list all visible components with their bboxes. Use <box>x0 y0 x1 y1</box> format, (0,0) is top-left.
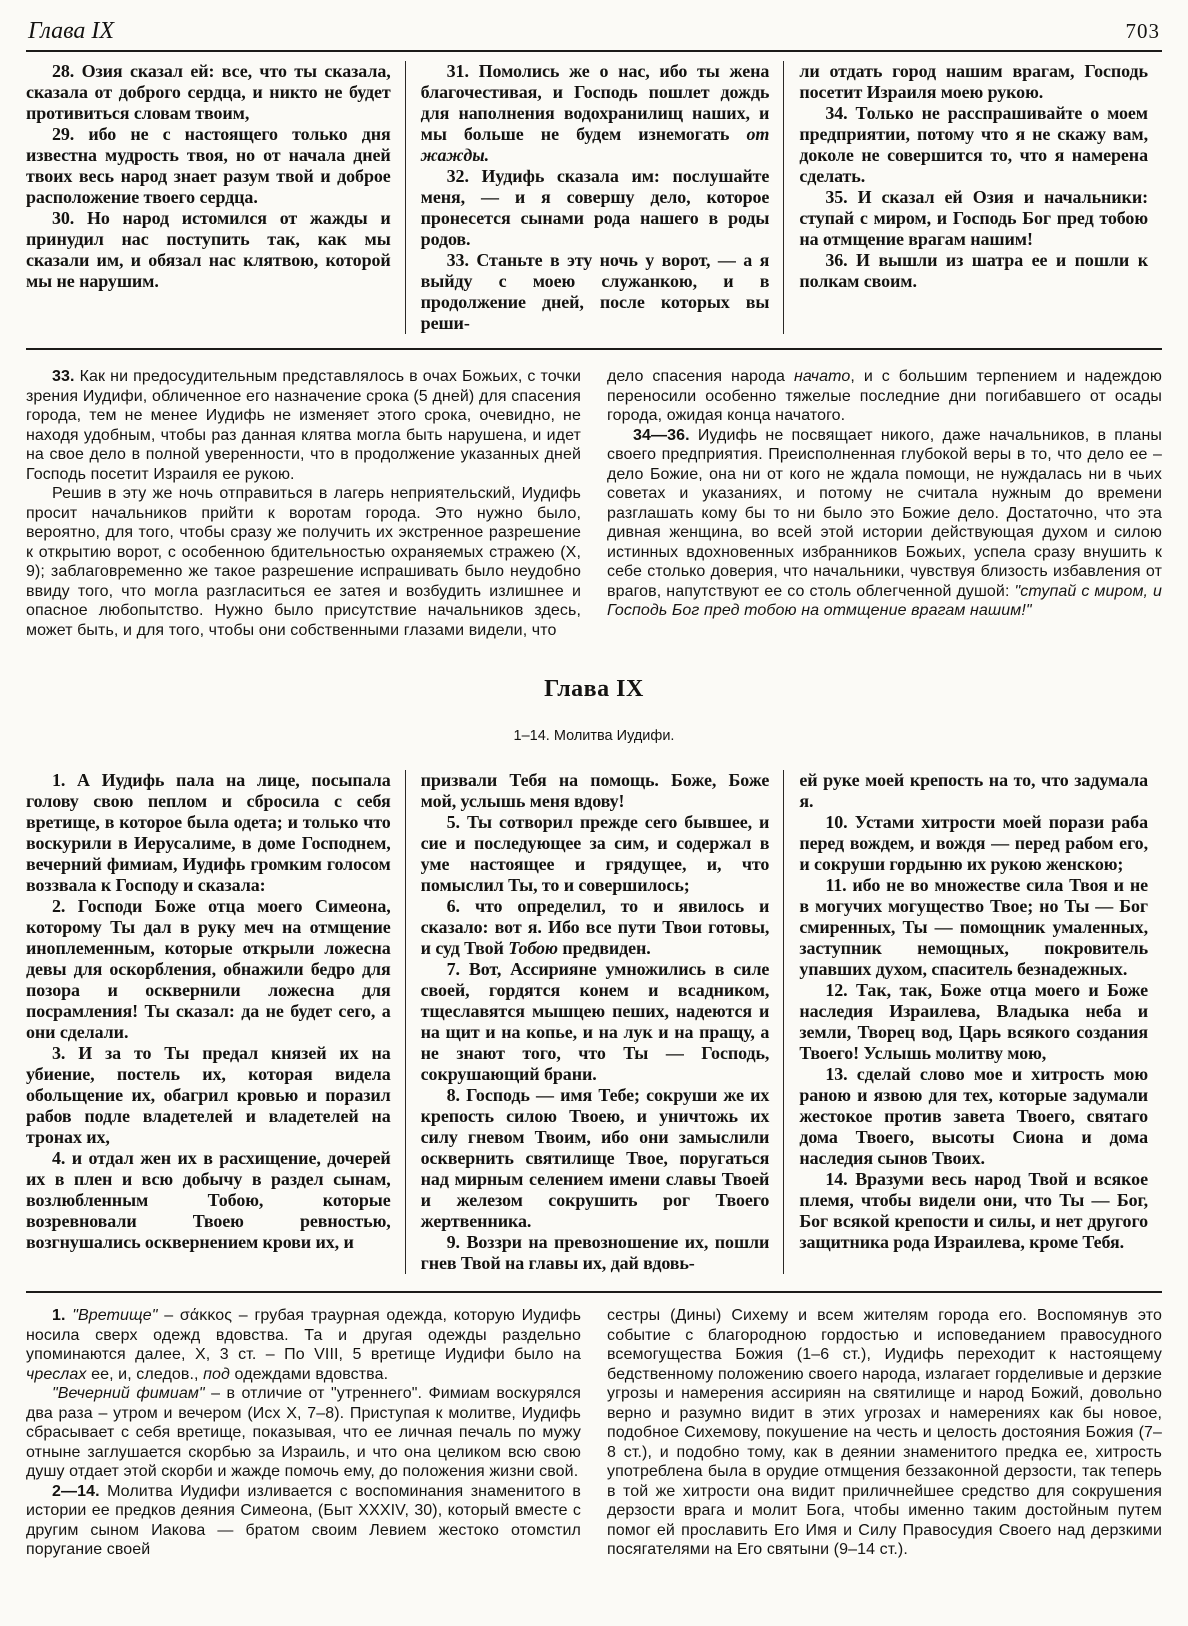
verse-paragraph: 9. Воззри на превозношение их, пошли гнев Твой на главы их, дай вдовь- <box>420 1232 770 1274</box>
running-header <box>26 16 1162 50</box>
header-rule <box>26 50 1162 52</box>
verse-paragraph: 34. Только не расспрашивайте о моем предприятии, потому что я не скажу вам, доколе не совершится то, что я намерена сделать. <box>799 103 1148 187</box>
verse-paragraph-continuation: ли отдать город нашим врагам, Господь посетит Израиля моею рукою. <box>799 61 1148 103</box>
bible-text-top-section <box>26 61 1162 334</box>
commentary-section <box>26 367 1162 640</box>
bible-top-column-1 <box>26 61 405 334</box>
verse-paragraph-continuation: ей руке моей крепость на то, что задумала я. <box>799 770 1148 812</box>
running-chapter-label: Глава IX <box>28 18 115 44</box>
verse-paragraph: 36. И вышли из шатра ее и пошли к полкам своим. <box>799 250 1148 292</box>
bible-main-column-1 <box>26 770 405 1274</box>
chapter-heading <box>26 676 1162 745</box>
bible-text-main-section <box>26 770 1162 1274</box>
section-rule <box>26 348 1162 350</box>
verse-paragraph-continuation: призвали Тебя на помощь. Боже, Боже мой, услышь меня вдову! <box>420 770 770 812</box>
verse-paragraph: 28. Озия сказал ей: все, что ты сказала, сказала от доброго сердца, и никто не будет противиться словам твоим, <box>26 61 391 124</box>
verse-paragraph: 6. что определил, то и явилось и сказало: вот я. Ибо все пути Твои готовы, и суд Твой Тобою предвиден. <box>420 896 770 959</box>
verse-paragraph: 13. сделай слово мое и хитрость мою раною и язвою для тех, которые задумали жестокое против завета Твоего, святаго дома Твоего, высоты Сиона и дома наследия сынов Твоих. <box>799 1064 1148 1169</box>
commentary-paragraph: 34—36. Иудифь не посвящает никого, даже начальников, в планы своего предприятия. Преисполненная глубокой веры в то, что дело ее – дело Божие, она ни от кого не ждала помощи, не нуждалась ни в чьих советах и указаниях, и потому не считала нужным до времени разглашать кому бы то ни было это Божие дело. Достаточно, что эта дивная женщина, во всей этой истории действующая духом и силою истинных вдохновенных избранников Божьих, успела сразу внушить к себе столько доверия, что начальники, чувствуя близость избавления от врагов, напутствуют ее со столь облегченной душой: "ступай с миром, и Господь Бог пред тобою на отмщение врагам нашим!" <box>607 426 1162 620</box>
footnote-paragraph: "Вечерний фимиам" – в отличие от "утреннего". Фимиам воскурялся два раза – утром и вечером (Исх X, 7–8). Приступая к молитве, Иудифь сбрасывает с себя вретище, показывая, что ее личная печаль по мужу отныне заглушается скорбью за Израиль, и что она целиком всю свою душу отдает этой скорби и жажде помочь ему, до положения жизни свой. <box>26 1385 581 1481</box>
footnote-paragraph: 2—14. Молитва Иудифи изливается с воспоминания знаменитого в истории ее предков деяния Симеона, (Быт XXXIV, 30), который вместе с другим сыном Иакова — братом своим Левием жестоко отомстил поругание своей <box>26 1482 581 1559</box>
commentary-column-1 <box>26 367 581 640</box>
page-number: 703 <box>1125 19 1160 43</box>
verse-paragraph: 29. ибо не с настоящего только дня известна мудрость твоя, но от начала дней твоих весь народ знает разум твой и доброе расположение твоего сердца. <box>26 124 391 208</box>
commentary-paragraph: 33. Как ни предосудительным представлялось в очах Божьих, с точки зрения Иудифи, обличенное его назначение срока (5 дней) для спасения города, тем не менее Иудифь не изменяет этого срока, очевидно, не находя удобным, чтобы раз данная клятва могла быть нарушена, и идет на свое дело в полной уверенности, что в продолжение указанных дней Господь посетит Израиля ее рукою. <box>26 368 581 483</box>
chapter-title: Глава IX <box>544 676 644 703</box>
verse-paragraph: 4. и отдал жен их в расхищение, дочерей их в плен и всю добычу в раздел сынам, возлюбленным Тобою, которые возревновали Твоею ревностью, возгнушались осквернением крови их, и <box>26 1148 391 1253</box>
verse-paragraph: 10. Устами хитрости моей порази раба перед вождем, и вождя — перед рабом его, и сокруши гордыню их рукою женскою; <box>799 812 1148 875</box>
verse-paragraph: 32. Иудифь сказала им: послушайте меня, — и я совершу дело, которое пронесется сынами рода нашего в роды родов. <box>420 166 770 250</box>
verse-paragraph: 1. А Иудифь пала на лице, посыпала голову свою пеплом и сбросила с себя вретище, в которое была одета; и только что воскурили в Иерусалиме, в доме Господнем, вечерний фимиам, Иудифь громким голосом воззвала к Господу и сказала: <box>26 770 391 896</box>
footnotes-section <box>26 1306 1162 1560</box>
verse-paragraph: 2. Господи Боже отца моего Симеона, которому Ты дал в руку меч на отмщение иноплеменным, которые открыли ложесна девы для оскорбления, обнажили бедро для позора и осквернили ложесна для посрамления! Ты сказал: да не будет сего, а они сделали. <box>26 896 391 1043</box>
bible-main-column-3 <box>783 770 1162 1274</box>
verse-paragraph: 11. ибо не во множестве сила Твоя и не в могучих могущество Твое; но Ты — Бог смиренных, Ты — помощник умаленных, заступник немощных, покровитель упавших духом, спаситель безнадежных. <box>799 875 1148 980</box>
verse-paragraph: 31. Помолись же о нас, ибо ты жена благочестивая, и Господь пошлет дождь для наполнения водохранилищ наших, и мы больше не будем изнемогать от жажды. <box>420 61 770 166</box>
bible-main-column-2 <box>405 770 784 1274</box>
commentary-paragraph: Решив в эту же ночь отправиться в лагерь неприятельский, Иудифь просит начальников прийти к воротам города. Это нужно было, вероятно, для того, чтобы сразу же получить их экстренное разрешение к открытию ворот, с особенною бдительностью охраняемых стражею (X, 9); заблаговременно же такое разрешение испрашивать было неудобно ввиду того, что могла разгласиться ее затея и возбудить излишнее и опасное любопытство. Нужно было присутствие начальников здесь, может быть, и для того, чтобы они собственными глазами видели, что <box>26 485 581 639</box>
footnotes-column-1 <box>26 1306 581 1560</box>
bible-top-column-3 <box>783 61 1162 334</box>
verse-paragraph: 5. Ты сотворил прежде сего бывшее, и сие и последующее за сим, и содержал в уме настоящее и грядущее, и, что помыслил Ты, то и совершилось; <box>420 812 770 896</box>
footnote-paragraph-continuation: сестры (Дины) Сихему и всем жителям города его. Воспомянув это событие с благородною гордостью и исповеданием правосудного всемогущества Божия (1–6 ст.), Иудифь переходит к настоящему бедственному положению своего народа, излагает горделивые и дерзкие угрозы и намерения ассириян на святилище и народ Божий, довольно верно и разумно видит в этих угрозах и намерениях как бы новое, подобное Сихемову, покушение на честь и целость достояния Божия (7–8 ст.), и подобно тому, как в деянии знаменитого предка ее, хитрость употреблена была в орудие отмщения беззаконной дерзости, так теперь в той же хитрости она видит приличнейшее средство для сокрушения дерзости врага и молит Бога, чтобы именно таким достойным путем помог ей прославить Его Имя и Силу Правосудия Своего над дерзкими посягателями на Его святыни (9–14 ст.). <box>607 1307 1162 1559</box>
verse-paragraph: 3. И за то Ты предал князей их на убиение, постель их, которая видела обольщение их, обагрил кровью и поразил рабов подле владетелей и владетелей на тронах их, <box>26 1043 391 1148</box>
verse-paragraph: 12. Так, так, Боже отца моего и Боже наследия Израилева, Владыка неба и земли, Творец вод, Царь всякого создания Твоего! Услышь молитву мою, <box>799 980 1148 1064</box>
verse-paragraph: 8. Господь — имя Тебе; сокруши же их крепость силою Твоею, и уничтожь их силу гневом Твоим, ибо они замыслили осквернить святилище Твое, поругаться над мирным селением имени славы Твоей и железом сокрушить рог Твоего жертвенника. <box>420 1085 770 1232</box>
footnotes-column-2 <box>607 1306 1162 1560</box>
verse-paragraph: 33. Станьте в эту ночь у ворот, — а я выйду с моею служанкою, и в продолжение дней, после которых вы реши- <box>420 250 770 334</box>
verse-paragraph: 30. Но народ истомился от жажды и принудил нас поступить так, как мы сказали им, и обязал нас клятвою, которой мы не нарушим. <box>26 208 391 292</box>
verse-paragraph: 35. И сказал ей Озия и начальники: ступай с миром, и Господь Бог пред тобою на отмщение врагам нашим! <box>799 187 1148 250</box>
verse-paragraph: 7. Вот, Ассирияне умножились в силе своей, гордятся конем и всадником, тщеславятся мышцею пеших, надеются и на щит и на копье, и на лук и на пращу, а не знают того, что Ты — Господь, сокрушающий брани. <box>420 959 770 1085</box>
bible-top-column-2 <box>405 61 784 334</box>
footnote-rule <box>26 1291 1162 1293</box>
commentary-column-2 <box>607 367 1162 640</box>
chapter-subtitle: 1–14. Молитва Иудифи. <box>513 727 675 744</box>
verse-paragraph: 14. Вразуми весь народ Твой и всякое племя, чтобы видели они, что Ты — Бог, Бог всякой крепости и силы, и нет другого защитника рода Израилева, кроме Тебя. <box>799 1169 1148 1253</box>
commentary-paragraph-continuation: дело спасения народа начато, и с большим терпением и надеждою переносили особенно тяжелые последние дни погибавшего от осады города, ожидая конца начатого. <box>607 368 1162 425</box>
footnote-paragraph: 1. "Вретище" – σάκκος – грубая траурная одежда, которую Иудифь носила сверх одежд вдовства. Та и другая одежды раздельно упоминаются далее, X, 3 ст. – По VIII, 5 вретище Иудифи было на чреслах ее, и, следов., под одеждами вдовства. <box>26 1307 582 1383</box>
